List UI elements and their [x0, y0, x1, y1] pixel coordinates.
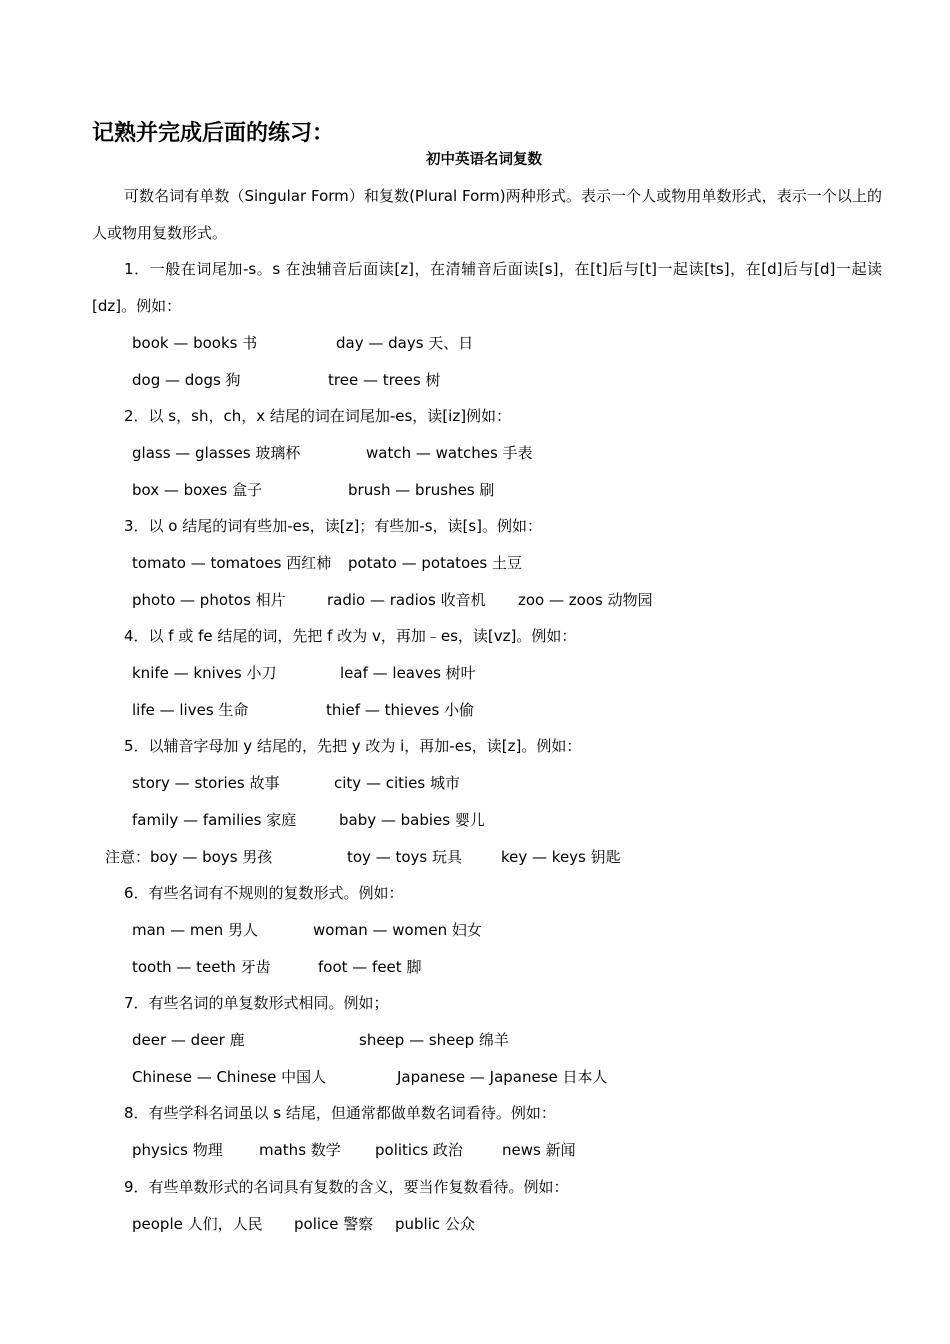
example: zoo — zoos 动物园 [518, 591, 653, 609]
example: sheep — sheep 绵羊 [359, 1031, 509, 1049]
example: life — lives 生命 [132, 701, 249, 719]
rule-4: 4．以 f 或 fe 结尾的词，先把 f 改为 v，再加﹣es，读[vz]。例如： [124, 627, 577, 645]
example: politics 政治 [375, 1141, 463, 1159]
example: box — boxes 盒子 [132, 481, 263, 499]
example: dog — dogs 狗 [132, 371, 241, 389]
example: tree — trees 树 [328, 371, 441, 389]
example: baby — babies 婴儿 [339, 811, 485, 829]
example: Chinese — Chinese 中国人 [132, 1068, 327, 1086]
example: city — cities 城市 [334, 774, 460, 792]
example: people 人们，人民 [132, 1215, 263, 1233]
note-example: 注意：boy — boys 男孩 [105, 848, 273, 866]
example: watch — watches 手表 [366, 444, 533, 462]
rule-7: 7．有些名词的单复数形式相同。例如； [124, 994, 389, 1012]
rule-9: 9．有些单数形式的名词具有复数的含义，要当作复数看待。例如： [124, 1178, 569, 1196]
example: day — days 天、日 [336, 334, 474, 352]
example: book — books 书 [132, 334, 258, 352]
example: news 新闻 [502, 1141, 576, 1159]
intro-paragraph: 可数名词有单数（Singular Form）和复数(Plural Form)两种形式。表示一个人或物用单数形式，表示一个以上的人或物用复数形式。 [92, 187, 882, 242]
example: leaf — leaves 树叶 [340, 664, 476, 682]
rule-8: 8．有些学科名词虽以 s 结尾，但通常都做单数名词看待。例如： [124, 1104, 556, 1122]
example: tomato — tomatoes 西红柿 [132, 554, 332, 572]
example: physics 物理 [132, 1141, 223, 1159]
example: family — families 家庭 [132, 811, 297, 829]
example: radio — radios 收音机 [327, 591, 486, 609]
rule-3: 3．以 o 结尾的词有些加-es，读[z]；有些加-s，读[s]。例如： [124, 517, 543, 535]
example: photo — photos 相片 [132, 591, 286, 609]
rule-5: 5．以辅音字母加 y 结尾的，先把 y 改为 i，再加-es，读[z]。例如： [124, 737, 582, 755]
note-example: toy — toys 玩具 [347, 848, 462, 866]
example: public 公众 [395, 1215, 475, 1233]
rule-2: 2．以 s，sh，ch，x 结尾的词在词尾加-es，读[iz]例如： [124, 407, 512, 425]
example: glass — glasses 玻璃杯 [132, 444, 301, 462]
rule-1: 1．一般在词尾加-s。s 在浊辅音后面读[z]，在清辅音后面读[s]，在[t]后与[t]一起读[ts]，在[d]后与[d]一起读[dz]。例如： [92, 260, 882, 315]
example: thief — thieves 小偷 [326, 701, 475, 719]
example: tooth — teeth 牙齿 [132, 958, 271, 976]
example: Japanese — Japanese 日本人 [397, 1068, 608, 1086]
document-title: 初中英语名词复数 [426, 152, 542, 168]
example: brush — brushes 刷 [348, 481, 495, 499]
note-example: key — keys 钥匙 [501, 848, 621, 866]
example: potato — potatoes 土豆 [348, 554, 523, 572]
example: maths 数学 [259, 1141, 341, 1159]
rule-6: 6．有些名词有不规则的复数形式。例如： [124, 884, 404, 902]
example: story — stories 故事 [132, 774, 280, 792]
exercise-heading: 记熟并完成后面的练习： [92, 121, 335, 146]
example: foot — feet 脚 [318, 958, 422, 976]
example: police 警察 [294, 1215, 374, 1233]
example: man — men 男人 [132, 921, 258, 939]
example: woman — women 妇女 [313, 921, 482, 939]
example: knife — knives 小刀 [132, 664, 277, 682]
example: deer — deer 鹿 [132, 1031, 245, 1049]
